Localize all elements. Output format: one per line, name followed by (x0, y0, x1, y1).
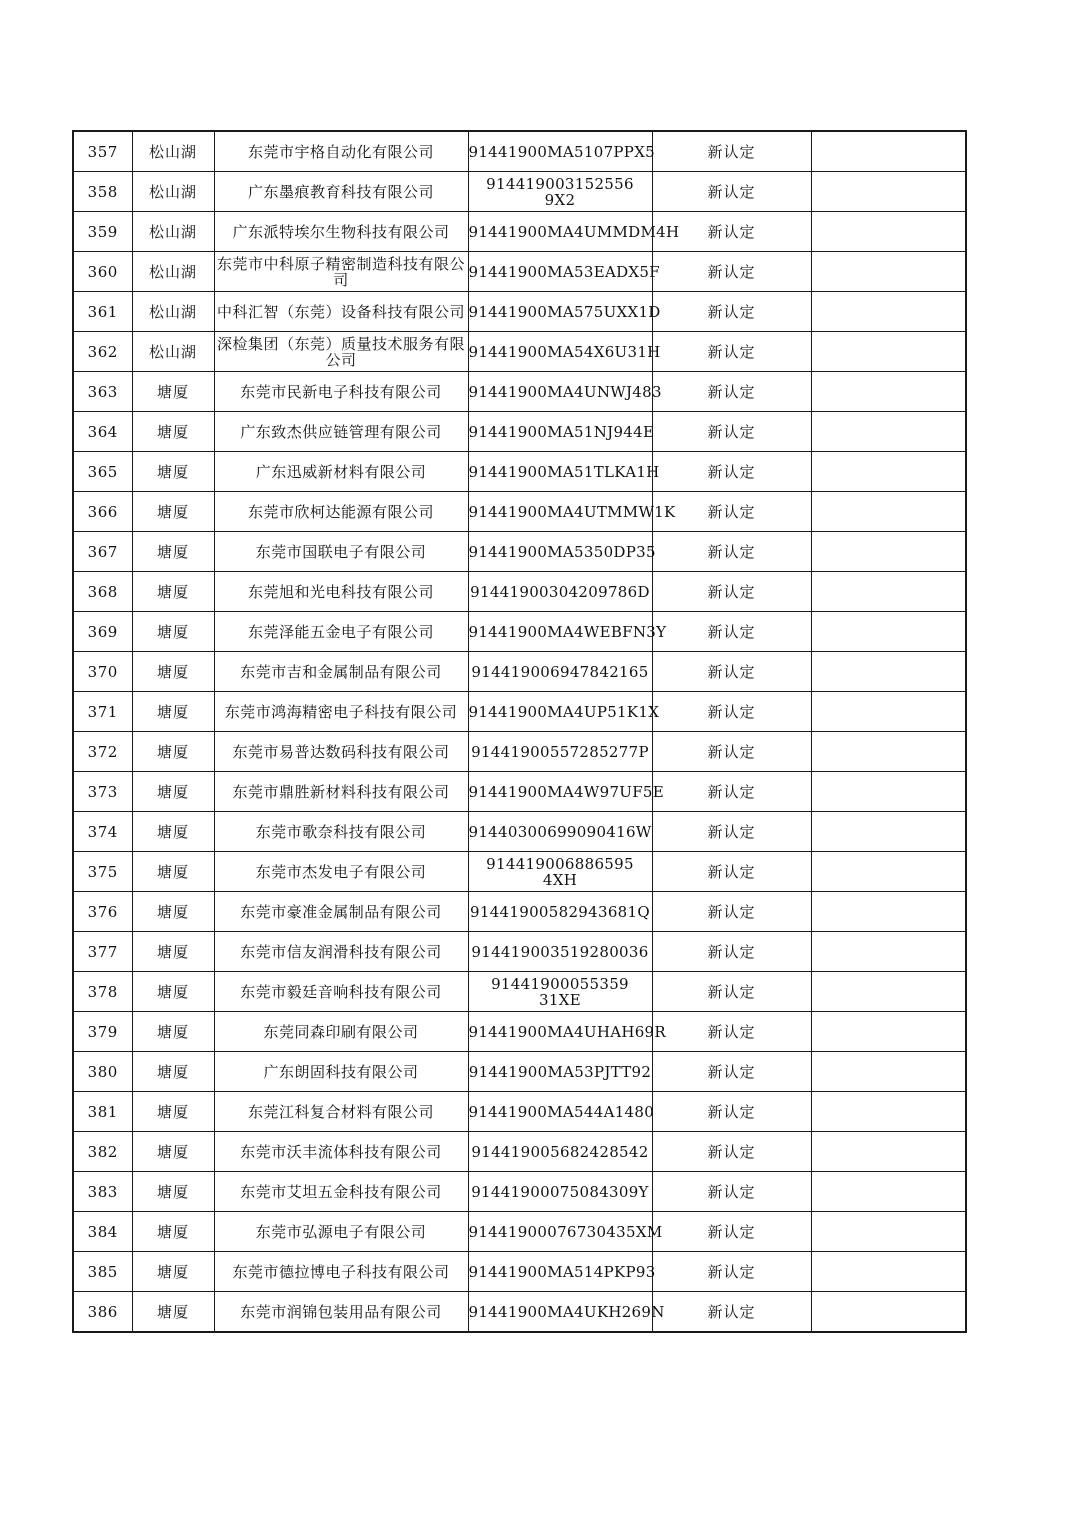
town-cell: 松山湖 (132, 332, 214, 372)
credit-code-cell: 91441900MA51NJ944E (468, 412, 652, 452)
credit-code-cell: 91441900MA4UHAH69R (468, 1012, 652, 1052)
table-row (73, 652, 966, 692)
row-number: 360 (73, 252, 132, 292)
table-row (73, 532, 966, 572)
company-name-cell: 东莞市歌奈科技有限公司 (214, 812, 468, 852)
credit-code-cell: 91441900MA54X6U31H (468, 332, 652, 372)
remark-cell (811, 652, 966, 692)
certification-type-cell: 新认定 (652, 732, 811, 772)
certification-type-cell: 新认定 (652, 1172, 811, 1212)
credit-code-cell: 91441900MA4W97UF5E (468, 772, 652, 812)
row-number: 373 (73, 772, 132, 812)
town-cell: 塘厦 (132, 452, 214, 492)
table-row (73, 612, 966, 652)
company-name-cell: 东莞同森印刷有限公司 (214, 1012, 468, 1052)
remark-cell (811, 412, 966, 452)
town-cell: 松山湖 (132, 292, 214, 332)
company-name-cell: 东莞市杰发电子有限公司 (214, 852, 468, 892)
company-name-cell: 东莞市吉和金属制品有限公司 (214, 652, 468, 692)
credit-code-cell: 91441900076730435XM (468, 1212, 652, 1252)
row-number: 367 (73, 532, 132, 572)
town-cell: 塘厦 (132, 692, 214, 732)
row-number: 379 (73, 1012, 132, 1052)
company-name-cell: 东莞市艾坦五金科技有限公司 (214, 1172, 468, 1212)
certification-type-cell: 新认定 (652, 852, 811, 892)
certification-type-cell: 新认定 (652, 572, 811, 612)
certification-type-cell: 新认定 (652, 772, 811, 812)
table-row (73, 452, 966, 492)
table-row (73, 492, 966, 532)
remark-cell (811, 292, 966, 332)
credit-code-cell: 91441900MA544A1480 (468, 1092, 652, 1132)
town-cell: 松山湖 (132, 252, 214, 292)
row-number: 358 (73, 172, 132, 212)
row-number: 386 (73, 1292, 132, 1333)
remark-cell (811, 332, 966, 372)
remark-cell (811, 932, 966, 972)
credit-code-cell: 91441900MA53PJTT92 (468, 1052, 652, 1092)
certification-type-cell: 新认定 (652, 332, 811, 372)
row-number: 369 (73, 612, 132, 652)
town-cell: 塘厦 (132, 812, 214, 852)
credit-code-cell: 914419006947842165 (468, 652, 652, 692)
row-number: 357 (73, 131, 132, 172)
credit-code-cell: 91441900582943681Q (468, 892, 652, 932)
table-row (73, 332, 966, 372)
town-cell: 塘厦 (132, 372, 214, 412)
row-number: 380 (73, 1052, 132, 1092)
row-number: 383 (73, 1172, 132, 1212)
town-cell: 塘厦 (132, 852, 214, 892)
table-row (73, 1172, 966, 1212)
row-number: 382 (73, 1132, 132, 1172)
town-cell: 塘厦 (132, 1252, 214, 1292)
credit-code-cell: 91441900MA4UTMMW1K (468, 492, 652, 532)
credit-code-cell: 91441900MA4UMMDM4H (468, 212, 652, 252)
credit-code-cell: 91441900055359 31XE (468, 972, 652, 1012)
table-row (73, 772, 966, 812)
town-cell: 塘厦 (132, 612, 214, 652)
company-name-cell: 东莞市宇格自动化有限公司 (214, 131, 468, 172)
company-name-cell: 东莞市民新电子科技有限公司 (214, 372, 468, 412)
credit-code-cell: 91441900MA5107PPX5 (468, 131, 652, 172)
remark-cell (811, 1172, 966, 1212)
remark-cell (811, 452, 966, 492)
certification-type-cell: 新认定 (652, 492, 811, 532)
row-number: 378 (73, 972, 132, 1012)
company-name-cell: 广东致杰供应链管理有限公司 (214, 412, 468, 452)
town-cell: 塘厦 (132, 572, 214, 612)
table-row (73, 1092, 966, 1132)
row-number: 364 (73, 412, 132, 452)
table-body (73, 131, 966, 1332)
table-row (73, 1012, 966, 1052)
certification-type-cell: 新认定 (652, 372, 811, 412)
credit-code-cell: 914419003152556 9X2 (468, 172, 652, 212)
certification-type-cell: 新认定 (652, 692, 811, 732)
remark-cell (811, 972, 966, 1012)
credit-code-cell: 91441900MA4UKH269N (468, 1292, 652, 1333)
remark-cell (811, 1252, 966, 1292)
credit-code-cell: 91441900MA514PKP93 (468, 1252, 652, 1292)
credit-code-cell: 914419006886595 4XH (468, 852, 652, 892)
certification-type-cell: 新认定 (652, 1012, 811, 1052)
table-row (73, 852, 966, 892)
table-row (73, 932, 966, 972)
certification-type-cell: 新认定 (652, 892, 811, 932)
town-cell: 塘厦 (132, 1052, 214, 1092)
company-name-cell: 东莞市鼎胜新材料科技有限公司 (214, 772, 468, 812)
town-cell: 塘厦 (132, 1092, 214, 1132)
row-number: 384 (73, 1212, 132, 1252)
remark-cell (811, 692, 966, 732)
table-row (73, 572, 966, 612)
town-cell: 塘厦 (132, 412, 214, 452)
credit-code-cell: 914419005682428542 (468, 1132, 652, 1172)
company-name-cell: 广东派特埃尔生物科技有限公司 (214, 212, 468, 252)
table-row (73, 1252, 966, 1292)
row-number: 376 (73, 892, 132, 932)
company-name-cell: 东莞市豪准金属制品有限公司 (214, 892, 468, 932)
table-row (73, 1052, 966, 1092)
certification-type-cell: 新认定 (652, 1292, 811, 1333)
table-row (73, 372, 966, 412)
table-row (73, 1212, 966, 1252)
row-number: 361 (73, 292, 132, 332)
company-name-cell: 深检集团（东莞）质量技术服务有限公司 (214, 332, 468, 372)
remark-cell (811, 1012, 966, 1052)
row-number: 359 (73, 212, 132, 252)
town-cell: 塘厦 (132, 772, 214, 812)
table-row (73, 412, 966, 452)
town-cell: 塘厦 (132, 892, 214, 932)
remark-cell (811, 1212, 966, 1252)
company-name-cell: 广东朗固科技有限公司 (214, 1052, 468, 1092)
town-cell: 松山湖 (132, 212, 214, 252)
remark-cell (811, 252, 966, 292)
certification-type-cell: 新认定 (652, 172, 811, 212)
remark-cell (811, 372, 966, 412)
town-cell: 塘厦 (132, 532, 214, 572)
town-cell: 松山湖 (132, 131, 214, 172)
town-cell: 塘厦 (132, 652, 214, 692)
town-cell: 塘厦 (132, 972, 214, 1012)
company-name-cell: 东莞市鸿海精密电子科技有限公司 (214, 692, 468, 732)
credit-code-cell: 91441900075084309Y (468, 1172, 652, 1212)
company-name-cell: 东莞泽能五金电子有限公司 (214, 612, 468, 652)
company-name-cell: 东莞江科复合材料有限公司 (214, 1092, 468, 1132)
credit-code-cell: 91441900MA53EADX5F (468, 252, 652, 292)
remark-cell (811, 1092, 966, 1132)
row-number: 370 (73, 652, 132, 692)
certification-type-cell: 新认定 (652, 532, 811, 572)
remark-cell (811, 131, 966, 172)
town-cell: 塘厦 (132, 492, 214, 532)
credit-code-cell: 91441900MA4UP51K1X (468, 692, 652, 732)
town-cell: 塘厦 (132, 932, 214, 972)
certification-type-cell: 新认定 (652, 972, 811, 1012)
table-row (73, 972, 966, 1012)
certification-type-cell: 新认定 (652, 1252, 811, 1292)
remark-cell (811, 892, 966, 932)
remark-cell (811, 772, 966, 812)
company-name-cell: 东莞市沃丰流体科技有限公司 (214, 1132, 468, 1172)
table-row (73, 252, 966, 292)
company-name-cell: 东莞市润锦包装用品有限公司 (214, 1292, 468, 1333)
remark-cell (811, 1052, 966, 1092)
company-name-cell: 东莞市欣柯达能源有限公司 (214, 492, 468, 532)
company-name-cell: 东莞市弘源电子有限公司 (214, 1212, 468, 1252)
row-number: 371 (73, 692, 132, 732)
company-name-cell: 东莞市毅廷音响科技有限公司 (214, 972, 468, 1012)
remark-cell (811, 172, 966, 212)
credit-code-cell: 91440300699090416W (468, 812, 652, 852)
credit-code-cell: 91441900MA4WEBFN3Y (468, 612, 652, 652)
row-number: 368 (73, 572, 132, 612)
company-name-cell: 东莞旭和光电科技有限公司 (214, 572, 468, 612)
certification-type-cell: 新认定 (652, 1092, 811, 1132)
remark-cell (811, 572, 966, 612)
table-row (73, 292, 966, 332)
remark-cell (811, 812, 966, 852)
remark-cell (811, 212, 966, 252)
row-number: 365 (73, 452, 132, 492)
table-row (73, 131, 966, 172)
certification-type-cell: 新认定 (652, 612, 811, 652)
certification-type-cell: 新认定 (652, 212, 811, 252)
certification-type-cell: 新认定 (652, 452, 811, 492)
credit-code-cell: 91441900MA5350DP35 (468, 532, 652, 572)
remark-cell (811, 1132, 966, 1172)
certification-type-cell: 新认定 (652, 252, 811, 292)
credit-code-cell: 91441900MA51TLKA1H (468, 452, 652, 492)
company-name-cell: 东莞市信友润滑科技有限公司 (214, 932, 468, 972)
company-name-cell: 广东墨痕教育科技有限公司 (214, 172, 468, 212)
remark-cell (811, 492, 966, 532)
company-name-cell: 中科汇智（东莞）设备科技有限公司 (214, 292, 468, 332)
table-row (73, 172, 966, 212)
row-number: 362 (73, 332, 132, 372)
certification-type-cell: 新认定 (652, 131, 811, 172)
town-cell: 塘厦 (132, 732, 214, 772)
company-name-cell: 东莞市国联电子有限公司 (214, 532, 468, 572)
remark-cell (811, 1292, 966, 1333)
town-cell: 塘厦 (132, 1172, 214, 1212)
certification-type-cell: 新认定 (652, 412, 811, 452)
remark-cell (811, 732, 966, 772)
certification-type-cell: 新认定 (652, 812, 811, 852)
table-row (73, 812, 966, 852)
certification-type-cell: 新认定 (652, 1052, 811, 1092)
table-row (73, 1132, 966, 1172)
certification-type-cell: 新认定 (652, 932, 811, 972)
row-number: 375 (73, 852, 132, 892)
row-number: 381 (73, 1092, 132, 1132)
remark-cell (811, 612, 966, 652)
remark-cell (811, 532, 966, 572)
company-name-cell: 东莞市中科原子精密制造科技有限公司 (214, 252, 468, 292)
company-name-cell: 广东迅威新材料有限公司 (214, 452, 468, 492)
town-cell: 塘厦 (132, 1212, 214, 1252)
certification-type-cell: 新认定 (652, 1132, 811, 1172)
row-number: 385 (73, 1252, 132, 1292)
table-row (73, 692, 966, 732)
credit-code-cell: 91441900304209786D (468, 572, 652, 612)
company-name-cell: 东莞市德拉博电子科技有限公司 (214, 1252, 468, 1292)
town-cell: 塘厦 (132, 1012, 214, 1052)
row-number: 377 (73, 932, 132, 972)
town-cell: 塘厦 (132, 1292, 214, 1333)
remark-cell (811, 852, 966, 892)
row-number: 372 (73, 732, 132, 772)
credit-code-cell: 91441900557285277P (468, 732, 652, 772)
credit-code-cell: 914419003519280036 (468, 932, 652, 972)
credit-code-cell: 91441900MA575UXX1D (468, 292, 652, 332)
certification-type-cell: 新认定 (652, 1212, 811, 1252)
table-row (73, 892, 966, 932)
row-number: 363 (73, 372, 132, 412)
table-row (73, 212, 966, 252)
table-row (73, 732, 966, 772)
certification-type-cell: 新认定 (652, 292, 811, 332)
company-name-cell: 东莞市易普达数码科技有限公司 (214, 732, 468, 772)
row-number: 374 (73, 812, 132, 852)
town-cell: 塘厦 (132, 1132, 214, 1172)
credit-code-cell: 91441900MA4UNWJ483 (468, 372, 652, 412)
table-row (73, 1292, 966, 1333)
enterprise-list-table (72, 130, 967, 1333)
certification-type-cell: 新认定 (652, 652, 811, 692)
row-number: 366 (73, 492, 132, 532)
town-cell: 松山湖 (132, 172, 214, 212)
